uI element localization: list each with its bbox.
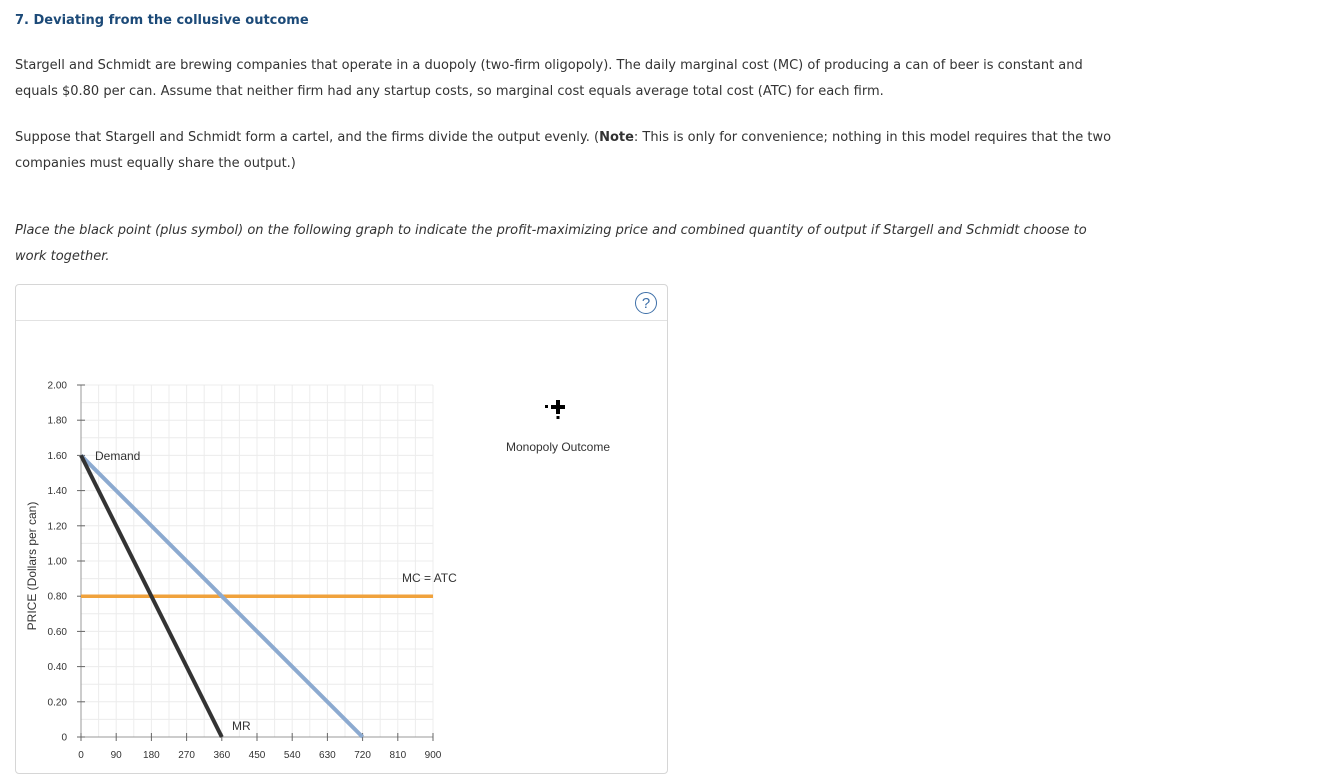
y-tick-label: 1.80 <box>47 415 67 427</box>
y-axis-label: PRICE (Dollars per can) <box>25 501 39 631</box>
monopoly-outcome-label: Monopoly Outcome <box>505 440 611 454</box>
question-paragraph-1: Stargell and Schmidt are brewing companies that operate in a duopoly (two-firm oligopoly). The daily marginal cost (MC) of producing a can of beer is constant and equals $0.80 per can. Assume that neither firm had any startup costs, so marginal cost equals average total cost (ATC) for each firm. <box>15 58 1083 99</box>
y-tick-label: 0.40 <box>47 662 67 674</box>
y-tick-label: 1.60 <box>47 450 67 462</box>
demand-label: Demand <box>95 449 141 463</box>
x-tick-label: 360 <box>213 750 231 760</box>
question-title: 7. Deviating from the collusive outcome <box>15 13 309 28</box>
mr-label: MR <box>232 719 251 733</box>
x-tick-label: 540 <box>283 750 301 760</box>
y-tick-label: 2.00 <box>47 380 67 392</box>
y-tick-label: 0.60 <box>47 626 67 638</box>
x-tick-label: 900 <box>424 750 442 760</box>
x-tick-label: 270 <box>178 750 195 760</box>
y-tick-label: 1.20 <box>47 521 67 533</box>
x-tick-label: 180 <box>143 750 160 760</box>
instruction-text: Place the black point (plus symbol) on the following graph to indicate the profit-maximizing price and combined quantity of output if Stargell and Schmidt choose to work together. <box>15 223 1087 264</box>
plus-symbol-horizontal[interactable] <box>551 405 565 409</box>
x-tick-label: 90 <box>110 750 122 760</box>
mc-atc-label: MC = ATC <box>402 571 457 585</box>
x-tick-label: 0 <box>78 750 84 760</box>
y-tick-label: 0 <box>61 732 67 744</box>
x-tick-label: 720 <box>354 750 371 760</box>
y-tick-label: 0.80 <box>47 591 67 603</box>
y-tick-label: 1.00 <box>47 556 67 568</box>
y-tick-label: 1.40 <box>47 486 67 498</box>
plus-symbol-dot <box>545 405 548 408</box>
x-tick-label: 810 <box>389 750 407 760</box>
x-tick-label: 450 <box>248 750 266 760</box>
note-label: Note <box>599 130 634 145</box>
paragraph-2-pre: Suppose that Stargell and Schmidt form a cartel, and the firms divide the output evenly. ( <box>15 130 600 145</box>
help-icon[interactable]: ? <box>635 292 657 314</box>
x-tick-label: 630 <box>319 750 336 760</box>
plus-symbol-dot <box>557 416 560 419</box>
paragraph-2-post: : This is only for convenience; nothing in this model requires that the two companies must equally share the output.) <box>15 130 1112 171</box>
y-tick-label: 0.20 <box>47 697 67 709</box>
